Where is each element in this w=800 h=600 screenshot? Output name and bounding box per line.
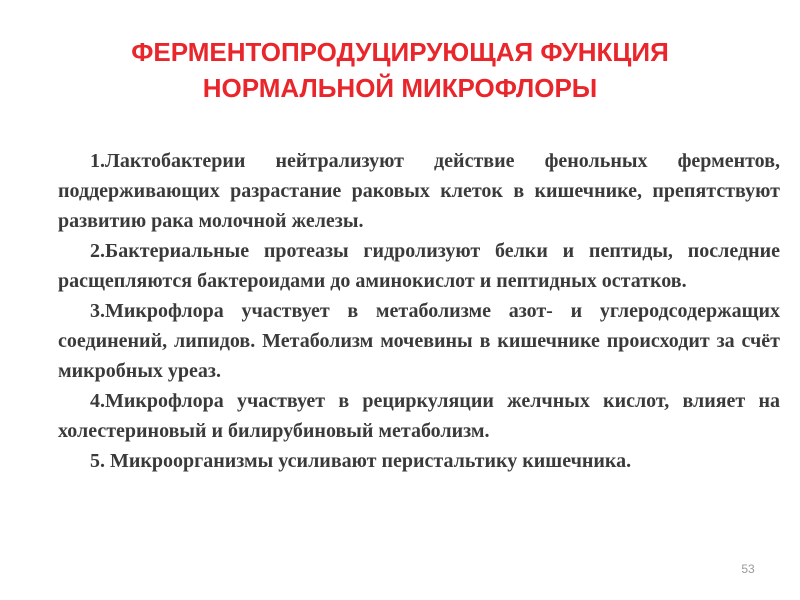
slide-title-line-1: ФЕРМЕНТОПРОДУЦИРУЮЩАЯ ФУНКЦИЯ bbox=[131, 37, 669, 67]
list-item-proteases: 2.Бактериальные протеазы гидролизуют белки и пептиды, последние расщепляются бактероидами до аминокислот и пептидных остатков. bbox=[58, 240, 780, 292]
page-number: 53 bbox=[741, 562, 755, 576]
list-item-peristalsis: 5. Микроорганизмы усиливают перистальтику кишечника. bbox=[90, 450, 632, 472]
list-item-bile-acids: 4.Микрофлора участвует в рециркуляции желчных кислот, влияет на холестериновый и билирубиновый метаболизм. bbox=[58, 390, 780, 442]
slide-title-line-2: НОРМАЛЬНОЙ МИКРОФЛОРЫ bbox=[202, 73, 598, 103]
slide-title bbox=[40, 34, 760, 106]
list-item-lactobacteria: 1.Лактобактерии нейтрализуют действие фенольных ферментов, поддерживающих разрастание раковых клеток в кишечнике, препятствуют развитию рака молочной железы. bbox=[58, 150, 780, 232]
function-list bbox=[58, 146, 780, 476]
list-item-metabolism: 3.Микрофлора участвует в метаболизме азот- и углеродсодержащих соединений, липидов. Метаболизм мочевины в кишечнике происходит за счёт микробных уреаз. bbox=[58, 300, 780, 382]
